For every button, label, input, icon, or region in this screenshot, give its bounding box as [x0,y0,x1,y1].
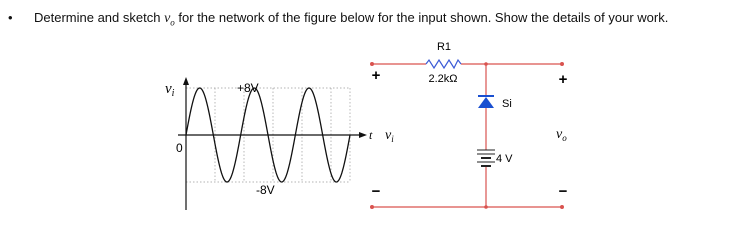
wires [372,64,562,207]
question-text-before: Determine and sketch [34,10,165,25]
vi-axis-label: $v_i$ [165,81,175,99]
positive-peak-label: +8V [237,81,259,95]
vo-variable: v [164,11,171,26]
time-axis-arrow [359,132,367,138]
battery-label: 4 V [496,153,513,165]
input-plus: + [371,67,381,84]
battery-4v [477,150,495,166]
output-terminal-top [560,62,564,66]
bottom-junction [484,205,488,209]
input-waveform [165,77,373,210]
resistor-name: R1 [436,41,452,53]
time-label: t [369,128,373,142]
vo-output-label: $v_o$ [556,127,567,143]
diode-si [478,96,494,108]
output-plus: + [558,71,568,88]
resistor-r1 [426,60,461,68]
top-junction [484,62,488,66]
negative-peak-label: -8V [256,183,275,197]
output-terminal-bottom [560,205,564,209]
input-minus: − [371,183,381,200]
diode-label: Si [502,98,512,110]
vi-input-label: $v_i$ [385,128,394,144]
bullet: • [8,10,13,25]
output-minus: − [558,183,568,200]
circuit [370,41,568,209]
question-text-after: for the network of the figure below for the input shown. Show the details of your work. [174,10,669,25]
vo-subscript: o [170,17,175,28]
origin-label: 0 [176,141,183,155]
resistor-value: 2.2kΩ [428,73,458,85]
y-axis-arrow [183,77,189,85]
